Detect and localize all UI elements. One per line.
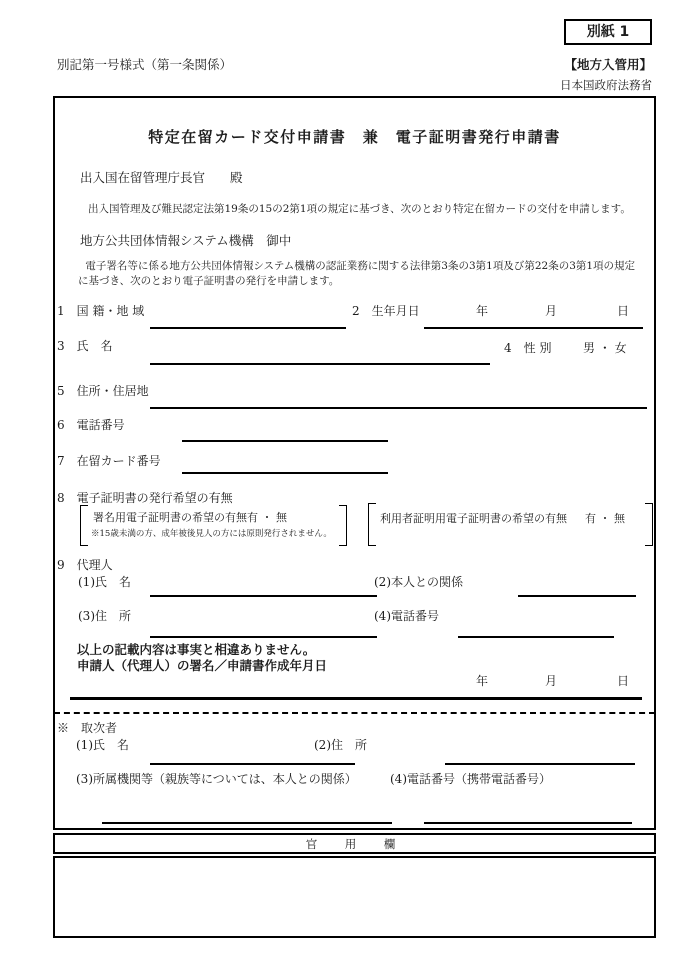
agent-phone-line: [424, 822, 632, 824]
bracket-left-user-cert: [368, 503, 376, 546]
field-line-birthdate: [424, 327, 643, 329]
agent-address-line: [445, 763, 635, 765]
bracket-right-signature: [339, 505, 347, 546]
rep-relation-label: (2)本人との関係: [374, 575, 463, 589]
office-tag: 【地方入管用】: [564, 57, 652, 72]
bracket-left-signature: [80, 505, 88, 546]
user-cert-options: 有 ・ 無: [585, 512, 625, 525]
dashed-separator: [54, 712, 655, 714]
attestation-statement: 以上の記載内容は事実と相違ありません。: [77, 642, 316, 657]
signature-cert-note: ※15歳未満の方、成年被後見人の方には原則発行されません。: [91, 529, 332, 539]
field-label-birthdate: 2 生年月日: [352, 304, 420, 318]
user-cert-label: 利用者証明用電子証明書の希望の有無: [380, 512, 567, 525]
issuer: 日本国政府法務省: [560, 78, 652, 92]
rep-name-line: [150, 595, 377, 597]
sex-options: 男 ・ 女: [583, 341, 627, 355]
field-line-card-number: [182, 472, 388, 474]
field-line-address: [150, 407, 647, 409]
field-line-name: [150, 363, 490, 365]
official-use-band: [53, 833, 656, 854]
sign-year-label: 年: [476, 674, 489, 688]
agent-name-label: (1)氏 名: [76, 738, 129, 752]
form-code: 別記第一号様式（第一条関係）: [57, 57, 233, 72]
rep-relation-line: [518, 595, 636, 597]
attachment-label: 別紙 1: [586, 24, 630, 40]
declaration-certificate: 電子署名等に係る地方公共団体情報システム機構の認証業務に関する法律第3条の3第1項及び第22条の3第1項の規定に基づき、次のとおり電子証明書の発行を申請します。: [78, 260, 636, 288]
bracket-right-user-cert: [645, 503, 653, 546]
rep-phone-line: [458, 636, 614, 638]
signature-cert-options: 有 ・ 無: [247, 511, 287, 524]
rep-name-label: (1)氏 名: [78, 575, 131, 589]
addressee-jlis: 地方公共団体情報システム機構 御中: [80, 233, 292, 248]
agent-phone-label: (4)電話番号（携帯電話番号）: [390, 772, 551, 786]
birthdate-day-label: 日: [617, 304, 630, 318]
field-label-certificate-request: 8 電子証明書の発行希望の有無: [57, 491, 233, 505]
field-label-sex: 4 性 別: [504, 341, 552, 355]
field-label-representative: 9 代理人: [57, 558, 113, 572]
signature-line: [70, 697, 642, 700]
sign-month-label: 月: [545, 674, 558, 688]
signature-cert-label: 署名用電子証明書の希望の有無: [93, 511, 247, 524]
form-title: 特定在留カード交付申請書 兼 電子証明書発行申請書: [148, 128, 561, 146]
field-line-phone: [182, 440, 388, 442]
addressee-immigration: 出入国在留管理庁長官 殿: [80, 170, 243, 185]
birthdate-month-label: 月: [545, 304, 558, 318]
official-use-label: 官 用 欄: [305, 836, 404, 851]
agent-section-title: ※ 取次者: [57, 721, 118, 735]
agent-address-label: (2)住 所: [314, 738, 367, 752]
declaration-residence-card: 出入国管理及び難民認定法第19条の15の2第1項の規定に基づき、次のとおり特定在留カードの交付を申請します。: [88, 203, 631, 215]
field-label-card-number: 7 在留カード番号: [57, 454, 161, 468]
field-line-nationality: [150, 327, 346, 329]
birthdate-year-label: 年: [476, 304, 489, 318]
official-use-box: [53, 856, 656, 938]
rep-address-line: [150, 636, 377, 638]
sign-day-label: 日: [617, 674, 630, 688]
agent-name-line: [150, 763, 355, 765]
field-label-nationality: 1 国 籍・地 域: [57, 304, 145, 318]
field-label-phone: 6 電話番号: [57, 418, 125, 432]
signature-date-label: 申請人（代理人）の署名／申請書作成年月日: [77, 658, 328, 673]
rep-address-label: (3)住 所: [78, 609, 131, 623]
rep-phone-label: (4)電話番号: [374, 609, 439, 623]
agent-organization-label: (3)所属機関等（親族等については、本人との関係）: [76, 772, 357, 786]
field-label-address: 5 住所・住居地: [57, 384, 149, 398]
field-label-name: 3 氏 名: [57, 339, 113, 353]
attachment-label-box: [564, 19, 652, 45]
agent-organization-line: [102, 822, 392, 824]
